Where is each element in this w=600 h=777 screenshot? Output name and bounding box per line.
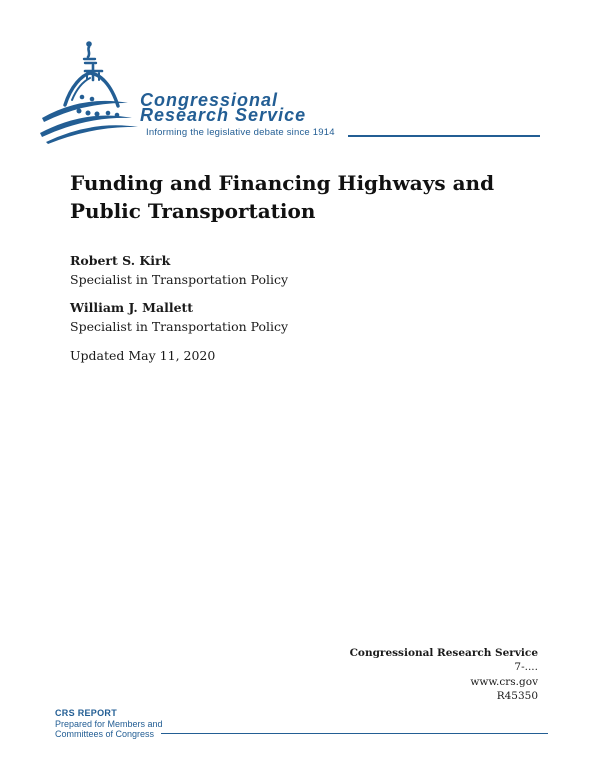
footer-rule xyxy=(161,733,548,734)
logo-wordmark-line1: Congressional xyxy=(140,90,279,110)
author-name: Robert S. Kirk xyxy=(70,253,171,268)
prepared-for-line: Prepared for Members and xyxy=(55,718,163,729)
report-title-line1: Funding and Financing Highways and xyxy=(70,171,495,195)
footer-phone: 7-.... xyxy=(514,661,538,674)
footer-website-link[interactable]: www.crs.gov xyxy=(470,675,538,688)
footer-left-block xyxy=(55,708,163,740)
footer-report-number: R45350 xyxy=(496,689,538,702)
committees-line: Committees of Congress xyxy=(55,729,155,740)
footer-org-name: Congressional Research Service xyxy=(349,647,538,659)
updated-date: Updated May 11, 2020 xyxy=(70,348,216,363)
footer-right-block xyxy=(350,646,538,703)
author-role: Specialist in Transportation Policy xyxy=(70,319,289,334)
crs-report-label: CRS REPORT xyxy=(55,708,118,718)
logo-wordmark xyxy=(140,90,307,125)
report-title xyxy=(70,170,494,225)
report-title-line2: Public Transportation xyxy=(70,198,316,223)
logo-tagline: Informing the legislative debate since 1914 xyxy=(146,127,335,138)
capitol-dome-icon xyxy=(38,36,140,144)
author-role: Specialist in Transportation Policy xyxy=(70,272,289,287)
author-name: William J. Mallett xyxy=(70,300,194,315)
logo-rule xyxy=(348,135,540,137)
logo-wordmark-line2: Research Service xyxy=(140,105,307,125)
